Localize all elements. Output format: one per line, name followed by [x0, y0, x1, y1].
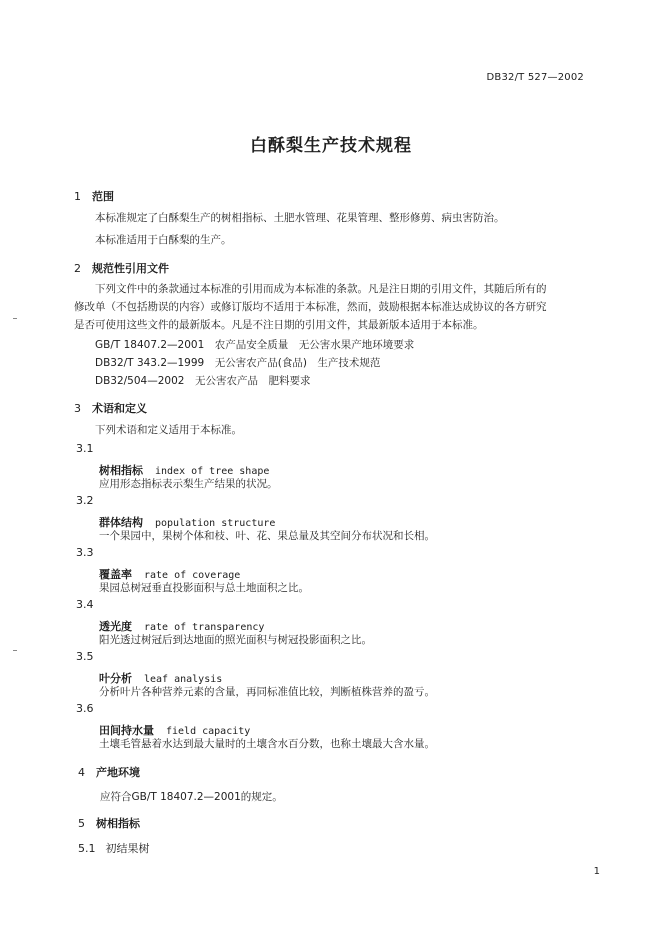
section-number: 5	[78, 817, 85, 830]
term-definition: 应用形态指标表示梨生产结果的状况。	[99, 478, 278, 490]
term-chinese: 透光度	[99, 620, 132, 633]
subsection-title: 初结果树	[105, 842, 150, 855]
term-definition: 一个果园中，果树个体和枝、叶、花、果总量及其空间分布状况和长相。	[99, 530, 435, 542]
reference-item: DB32/504—2002 无公害农产品 肥料要求	[95, 375, 311, 387]
section-number: 3	[74, 402, 81, 415]
scan-mark	[13, 318, 17, 319]
paragraph-line: 修改单（不包括勘误的内容）或修订版均不适用于本标准，然而，鼓励根据本标准达成协议的各方研究	[74, 301, 547, 313]
term-english: index of tree shape	[155, 466, 270, 477]
scan-mark	[13, 650, 17, 651]
reference-item: DB32/T 343.2—1999 无公害农产品(食品) 生产技术规范	[95, 357, 381, 369]
subsection-number: 5.1	[78, 842, 96, 855]
section-title: 树相指标	[96, 817, 140, 830]
section-1-heading	[74, 188, 114, 204]
term-number: 3.5	[76, 650, 94, 663]
page-number: 1	[593, 866, 600, 877]
subsection-5-1-heading	[78, 840, 150, 856]
section-5-heading	[78, 815, 140, 831]
paragraph-line: 是否可使用这些文件的最新版本。凡是不注日期的引用文件，其最新版本适用于本标准。	[74, 319, 484, 331]
term-definition: 果园总树冠垂直投影面积与总土地面积之比。	[99, 582, 309, 594]
term-definition: 阳光透过树冠后到达地面的照光面积与树冠投影面积之比。	[99, 634, 372, 646]
section-2-heading	[74, 260, 169, 276]
page-title: 白酥梨生产技术规程	[250, 136, 412, 156]
term-definition: 分析叶片各种营养元素的含量，再同标准值比较，判断植株营养的盈亏。	[99, 686, 435, 698]
section-4-heading	[78, 764, 140, 780]
term-number: 3.3	[76, 546, 94, 559]
term-number: 3.4	[76, 598, 94, 611]
term-chinese: 叶分析	[99, 672, 132, 685]
term-chinese: 树相指标	[99, 464, 143, 477]
term-number: 3.1	[76, 442, 94, 455]
section-title: 范围	[92, 190, 114, 203]
term-english: rate of coverage	[144, 570, 241, 581]
term-number: 3.6	[76, 702, 94, 715]
term-english: rate of transparency	[144, 622, 265, 633]
paragraph: 下列术语和定义适用于本标准。	[95, 424, 242, 436]
paragraph: 应符合GB/T 18407.2—2001的规定。	[100, 791, 283, 803]
section-title: 术语和定义	[92, 402, 147, 415]
section-number: 1	[74, 190, 81, 203]
section-number: 4	[78, 766, 85, 779]
term-number: 3.2	[76, 494, 94, 507]
standard-code: DB32/T 527—2002	[486, 72, 584, 83]
section-title: 产地环境	[96, 766, 140, 779]
section-number: 2	[74, 262, 81, 275]
term-english: leaf analysis	[144, 674, 223, 685]
paragraph: 本标准适用于白酥梨的生产。	[95, 234, 232, 246]
reference-item: GB/T 18407.2—2001 农产品安全质量 无公害水果产地环境要求	[95, 339, 415, 351]
term-english: population structure	[155, 518, 276, 529]
term-chinese: 群体结构	[99, 516, 143, 529]
section-3-heading	[74, 400, 147, 416]
term-definition: 土壤毛管悬着水达到最大量时的土壤含水百分数，也称土壤最大含水量。	[99, 738, 435, 750]
term-chinese: 覆盖率	[99, 568, 132, 581]
section-title: 规范性引用文件	[92, 262, 169, 275]
paragraph: 本标准规定了白酥梨生产的树相指标、土肥水管理、花果管理、整形修剪、病虫害防治。	[95, 212, 505, 224]
paragraph-line: 下列文件中的条款通过本标准的引用而成为本标准的条款。凡是注日期的引用文件，其随后所有的	[95, 283, 547, 295]
term-chinese: 田间持水量	[99, 724, 154, 737]
term-english: field capacity	[166, 726, 251, 737]
